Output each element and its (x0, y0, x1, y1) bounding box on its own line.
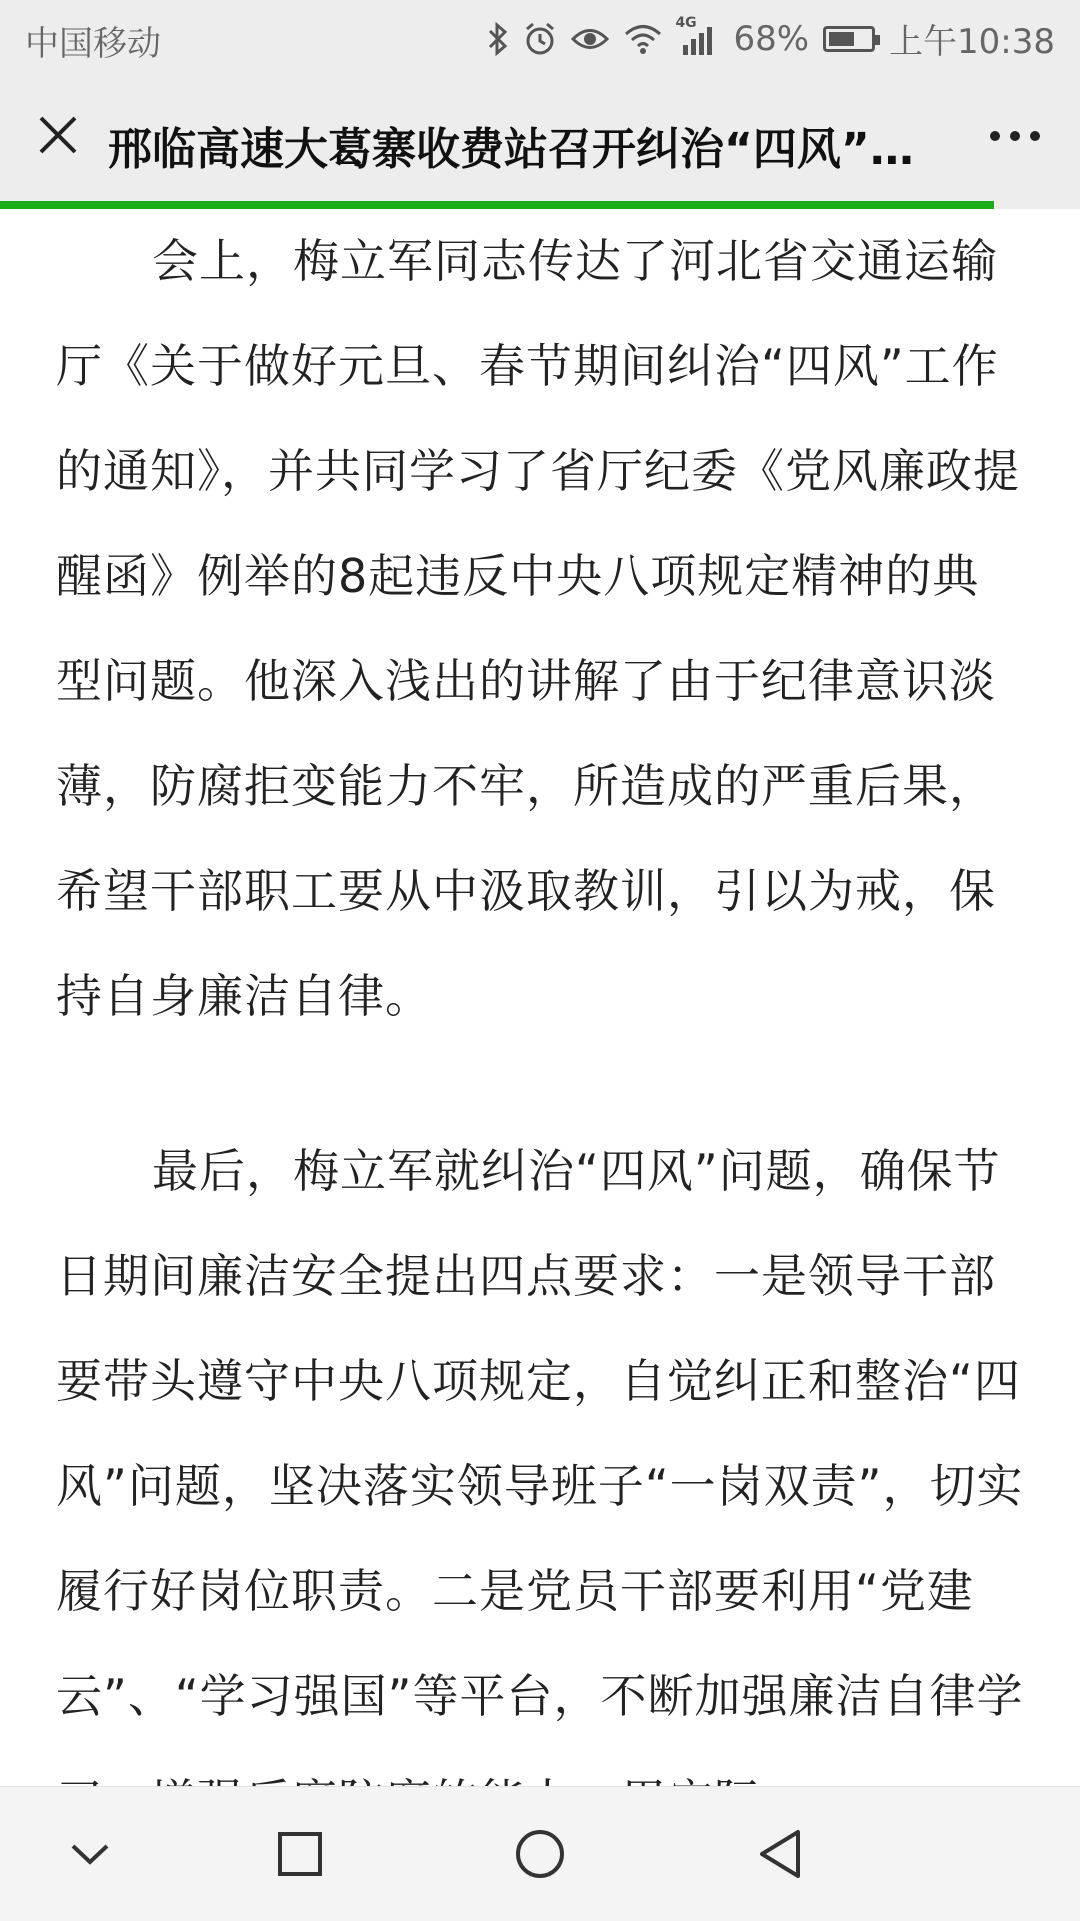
nav-back-button[interactable] (740, 1817, 820, 1891)
title-bar (0, 75, 1080, 201)
battery-percent: 68% (733, 18, 810, 59)
nav-recent-button[interactable] (260, 1817, 340, 1891)
carrier-label: 中国移动 (25, 24, 161, 64)
system-nav-bar (0, 1786, 1080, 1921)
article-paragraph: 会上，梅立军同志传达了河北省交通运输厅《关于做好元旦、春节期间纠治“四风”工作的通知》，并共同学习了省厅纪委《党风廉政提醒函》例举的8起违反中央八项规定精神的典型问题。他深入浅出的讲解了由于纪律意识淡薄，防腐拒变能力不牢，所造成的严重后果，希望干部职工要从中汲取教训，引以为戒，保持自身廉洁自律。 (56, 234, 1020, 1023)
status-bar (0, 0, 1080, 75)
triangle-back-icon (756, 1828, 804, 1880)
square-icon (277, 1831, 323, 1877)
page-title: 邢临高速大葛寨收费站召开纠治“四风”… (108, 124, 914, 175)
signal-icon (677, 21, 719, 57)
network-type-label: 4G (675, 14, 697, 31)
nav-home-button[interactable] (500, 1817, 580, 1891)
status-icons (487, 14, 1055, 63)
article-content[interactable] (0, 209, 1080, 1786)
more-button[interactable] (980, 111, 1050, 161)
bluetooth-icon (487, 21, 509, 57)
close-icon (38, 115, 78, 155)
close-button[interactable] (28, 105, 88, 165)
battery-icon (823, 26, 875, 52)
battery-level-fill (829, 32, 854, 46)
signal-indicator (675, 14, 719, 57)
alarm-icon (523, 21, 557, 57)
loading-progress-bar (0, 201, 1080, 209)
article-paragraph: 最后，梅立军就纠治“四风”问题，确保节日期间廉洁安全提出四点要求：一是领导干部要带头遵守中央八项规定，自觉纠正和整治“四风”问题，坚决落实领导班子“一岗双责”，切实履行好岗位职责。二是党员干部要利用“党建云”、“学习强国”等平台，不断加强廉洁自律学 (56, 1144, 1024, 1723)
clock-time: 上午10:38 (889, 22, 1055, 62)
paragraph-spacer (0, 1049, 1080, 1119)
more-icon (989, 130, 1041, 142)
circle-icon (514, 1828, 566, 1880)
wifi-icon (623, 23, 663, 55)
chevron-down-icon (70, 1842, 110, 1866)
eye-icon (571, 24, 609, 54)
nav-hide-button[interactable] (50, 1817, 130, 1891)
loading-progress-fill (0, 201, 994, 209)
